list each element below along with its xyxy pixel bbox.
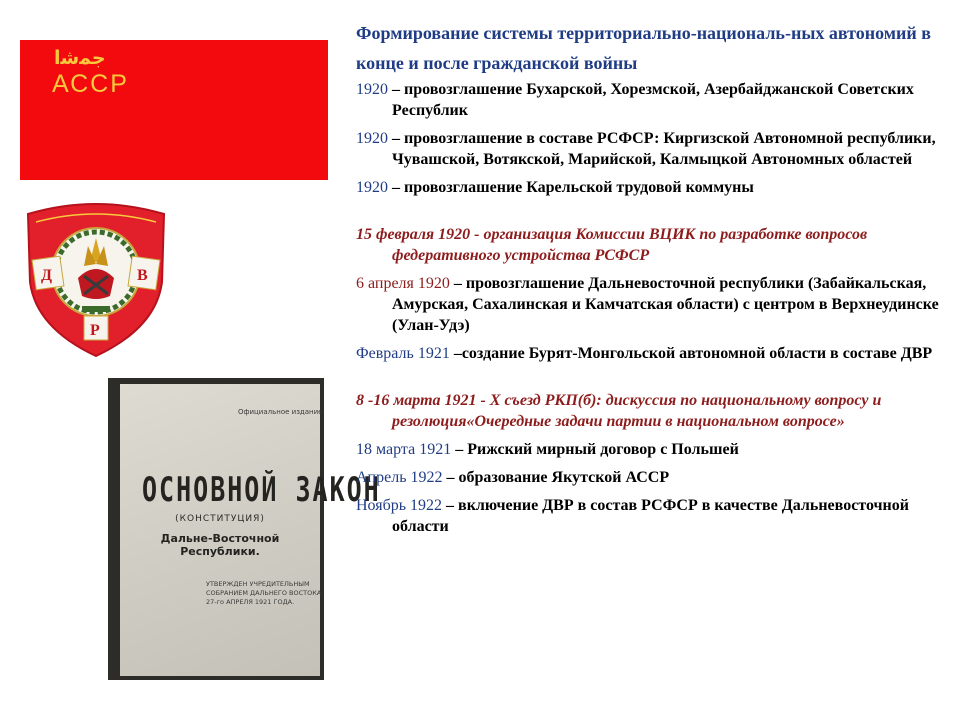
timeline-entry (356, 273, 952, 336)
entry-date: 1920 (356, 81, 388, 98)
timeline-entry (356, 79, 952, 121)
timeline-entry (356, 177, 952, 198)
cover-approval-note: УТВЕРЖДЕН УЧРЕДИТЕЛЬНЫМ СОБРАНИЕМ ДАЛЬНЕГО ВОСТОКА 27-го АПРЕЛЯ 1921 ГОДА. (206, 580, 322, 606)
entry-text: – провозглашение в составе РСФСР: Киргизской Автономной республики, Чувашской, Вотякской, Марийской, Калмыцкой Автономных областей (388, 130, 936, 168)
timeline-entry (356, 495, 952, 537)
cover-subtitle: (КОНСТИТУЦИЯ) (175, 514, 265, 524)
cover-page (120, 384, 381, 676)
assr-flag-image (20, 40, 328, 180)
timeline-entry (356, 390, 952, 432)
emblem-letter-d: Д (41, 267, 53, 284)
timeline-entry (356, 128, 952, 170)
cover-stamp: Официальное издание. (238, 408, 325, 416)
emblem-letter-v: В (137, 267, 148, 284)
constitution-cover-image (108, 378, 381, 680)
timeline-entry (356, 467, 952, 488)
entry-text: – образование Якутской АССР (442, 469, 670, 486)
entry-text: – провозглашение Бухарской, Хорезмской, Азербайджанской Советских Республик (388, 81, 914, 119)
cover-republic-name: Дальне-Восточной Республики. (160, 532, 280, 558)
dvr-emblem-image (22, 200, 170, 358)
entry-date: 1920 (356, 179, 388, 196)
timeline-entry (356, 224, 952, 266)
entry-text: – провозглашение Карельской трудовой коммуны (388, 179, 754, 196)
entry-date: 15 февраля 1920 - (356, 226, 480, 243)
entry-text: – Рижский мирный договор с Польшей (451, 441, 739, 458)
entry-date: 18 марта 1921 (356, 441, 452, 458)
entry-text: X съезд РКП(б): дискуссия по национальному вопросу и резолюция«Очередные задачи партии в национальном вопросе» (392, 392, 882, 430)
emblem-letter-r: Р (90, 322, 100, 339)
entry-text: –создание Бурят-Монгольской автономной области в составе ДВР (449, 345, 933, 362)
entry-date: 6 апреля 1920 (356, 275, 450, 292)
entry-text: организация Комиссии ВЦИК по разработке вопросов федеративного устройства РСФСР (392, 226, 868, 264)
entry-date: Февраль 1921 (356, 345, 450, 362)
timeline-text (356, 18, 952, 544)
cover-title: ОСНОВНОЙ ЗАКОН (142, 470, 381, 510)
flag-abbreviation: АССР (52, 70, 129, 98)
entry-date: Ноябрь 1922 (356, 497, 443, 514)
entry-text: – включение ДВР в состав РСФСР в качестве Дальневосточной области (392, 497, 909, 535)
timeline-entry (356, 439, 952, 460)
entry-date: 8 -16 марта 1921 - (356, 392, 486, 409)
slide-title: Формирование системы территориально-националь-ных автономий в конце и после гражданской войны (356, 23, 931, 73)
entry-date: Апрель 1922 (356, 469, 443, 486)
entry-date: 1920 (356, 130, 388, 147)
timeline-entry (356, 343, 952, 364)
flag-arabic-script: ﺟﻤﺷﺍ (54, 47, 106, 69)
entry-text: – провозглашение Дальневосточной республики (Забайкальская, Амурская, Сахалинская и Камчатская области) с центром в Верхнеудинске (Улан-Удэ) (392, 275, 939, 334)
